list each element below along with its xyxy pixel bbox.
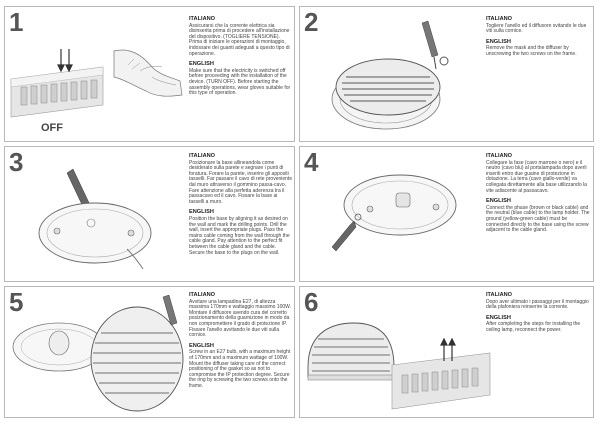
step-6-panel xyxy=(299,286,594,418)
english-heading: ENGLISH xyxy=(189,61,214,68)
wiring-connection-illustration xyxy=(324,155,464,275)
italian-text: Dopo aver ultimato i passaggi per il montaggio della plafoniera reinserire la corrente. xyxy=(486,298,589,311)
step-1-text xyxy=(189,17,293,97)
step-5-panel xyxy=(4,286,295,418)
bulb-and-diffuser-illustration xyxy=(9,293,184,415)
english-text: Connect the phase (brown or black cable) and the neutral (blue cable) to the lamp holder. The ground (yellow-green cable) must be connected directly to the base using the screw adjacent to the cable gland. xyxy=(486,204,590,234)
off-label: OFF xyxy=(41,122,63,134)
step-number: 6 xyxy=(304,287,319,317)
step-2-panel xyxy=(299,6,594,142)
italian-text: Avvitare una lampadina E27, di altezza massima 170mm e wattaggio massimo 100W. Montare il diffusore avendo cura del corretto posizionamento della guarnizione in modo da non compromettere il grado di protezione IP. Fissare l'anello avvitando le due viti sulla cornice. xyxy=(189,298,291,339)
italian-heading: ITALIANO xyxy=(189,153,215,159)
lamp-diffuser-removal-illustration xyxy=(324,17,464,137)
breaker-switch-on-illustration xyxy=(390,337,494,417)
italian-heading: ITALIANO xyxy=(189,292,215,298)
italian-text: Posizionare la base allineandola come desiderato sulla parete e segnare i punti di foratura. Forare la parete, inserire gli appositi tasselli. Far passare il cavo di rete proveniente dal muro attraverso il gommino passa-cavo. Fare attenzione alla perfetta aderenza tra il passacavo ed il cavo. Fissare la base ai tasselli a muro. xyxy=(189,159,293,205)
english-text: After completing the steps for installing the ceiling lamp, reconnect the power. xyxy=(486,321,581,333)
italian-text: Togliere l'anello ed il diffusore svitando le due viti sulla cornice. xyxy=(486,22,587,35)
step-number: 4 xyxy=(304,147,319,177)
english-heading: ENGLISH xyxy=(189,342,214,349)
step-number: 2 xyxy=(304,7,319,37)
italian-text: Assicurarsi che la corrente elettrica sia disinserita prima di procedere all'installazione del dispositivo. (TOGLIERE TENSIONE). Prima di iniziare le operazioni di montaggio, indossare dei guanti adeguati a questo tipo di operazione. xyxy=(189,22,290,57)
step-3-panel xyxy=(4,146,295,282)
step-6-text xyxy=(486,293,590,334)
step-1-panel xyxy=(4,6,295,142)
italian-heading: ITALIANO xyxy=(486,292,512,298)
step-2-text xyxy=(486,17,590,58)
step-number: 5 xyxy=(9,287,24,317)
breaker-switch-illustration xyxy=(7,37,112,142)
english-text: Make sure that the electricity is switched off before proceeding with the installation of the device. (TURN OFF). Before starting the assembly operations, wear gloves suitable for this type of operation. xyxy=(189,67,291,97)
step-3-text xyxy=(189,154,293,256)
step-4-text xyxy=(486,154,590,234)
italian-heading: ITALIANO xyxy=(189,16,215,22)
english-heading: ENGLISH xyxy=(486,314,511,321)
base-drilling-illustration xyxy=(27,159,167,279)
english-heading: ENGLISH xyxy=(189,209,214,216)
step-5-text xyxy=(189,293,293,390)
mounted-lamp-illustration xyxy=(304,317,399,397)
english-text: Position the base by aligning it as desired on the wall and mark the drilling points. Drill the wall, insert the appropriate plugs. Pass the mains cable coming from the wall through the cable gland. Pay attention to the perfect fit between the cable gland and the cable. Secure the base to the plugs on the wall. xyxy=(189,215,290,256)
step-number: 1 xyxy=(9,7,24,37)
english-text: Remove the mask and the diffuser by unscrewing the two screws on the frame. xyxy=(486,45,577,57)
step-number: 3 xyxy=(9,147,24,177)
italian-text: Collegare la fase (cavo marrone o nero) e il neutro (cavo blu) al portalampada dopo averli inseriti entro due guaine di protezione in dotazione. La terra (cavo giallo-verde) va collegata direttamente alla base utilizzando la vite adiacente al passacavo. xyxy=(486,159,587,194)
italian-heading: ITALIANO xyxy=(486,16,512,22)
step-4-panel xyxy=(299,146,594,282)
english-heading: ENGLISH xyxy=(486,198,511,205)
english-heading: ENGLISH xyxy=(486,38,511,45)
gloved-hands-illustration xyxy=(110,37,185,117)
english-text: Screw in an E27 bulb, with a maximum height of 170mm and a maximum wattage of 100W. Mount the diffuser taking care of the correct positioning of the gasket so as not to compromise the IP protection degree. Secure the ring by screwing the two screws onto the frame. xyxy=(189,349,291,389)
italian-heading: ITALIANO xyxy=(486,153,512,159)
